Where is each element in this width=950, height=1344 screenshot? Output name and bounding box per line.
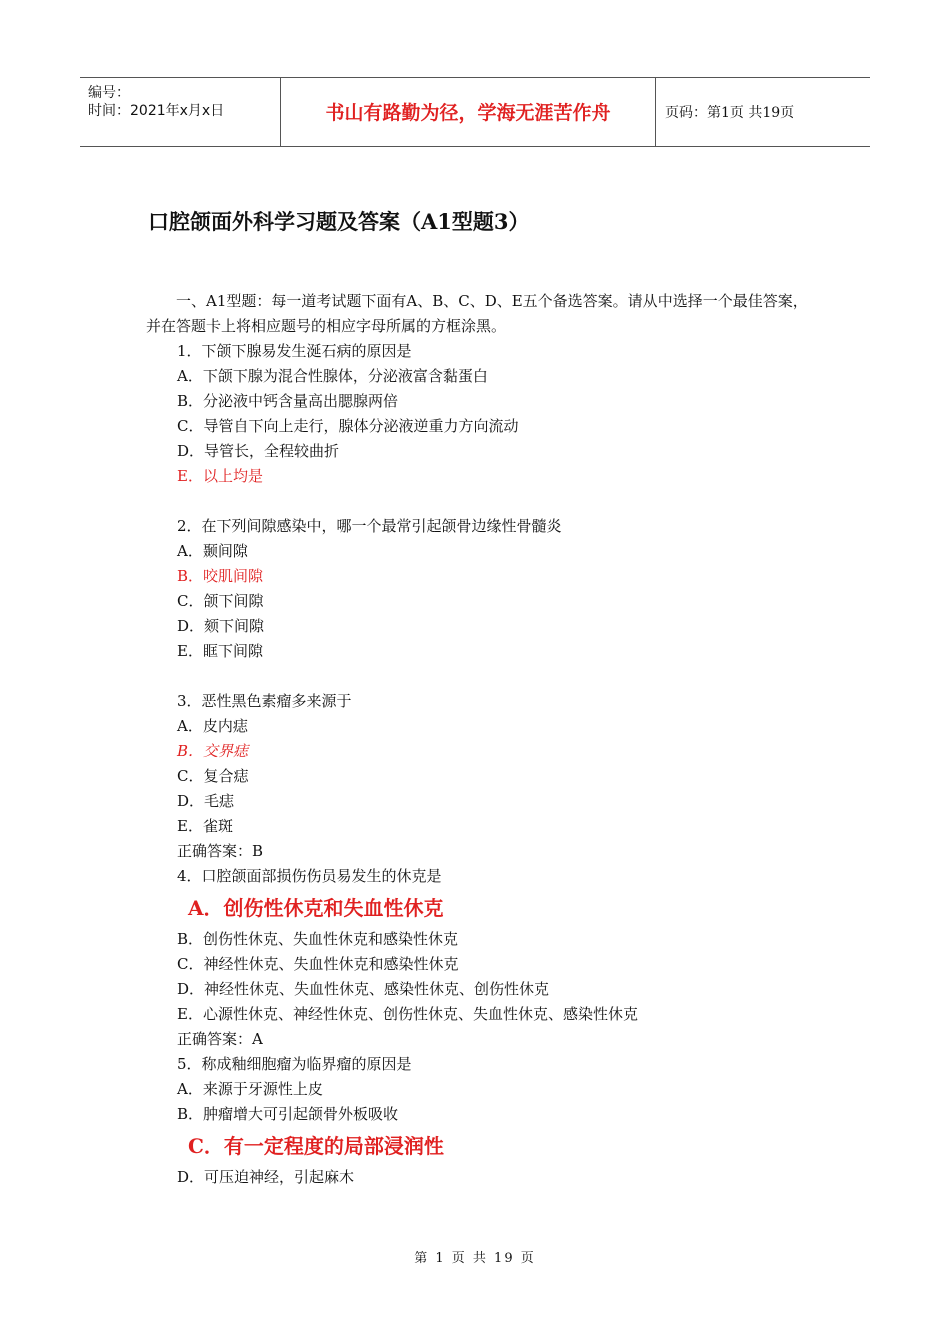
question-4-option-d: D．神经性休克、失血性休克、感染性休克、创伤性休克: [177, 980, 550, 998]
question-4-option-b: B．创伤性休克、失血性休克和感染性休克: [177, 930, 459, 948]
page-footer: 第 1 页 共 19 页: [414, 1251, 536, 1266]
question-1-option-e-correct: E．以上均是: [177, 467, 263, 485]
question-1-option-c: C．导管自下向上走行，腺体分泌液逆重力方向流动: [177, 417, 519, 435]
header-time: 时间：2021年x月x日: [88, 103, 225, 119]
page-header: [80, 77, 870, 147]
question-1-option-d: D．导管长，全程较曲折: [177, 442, 340, 460]
header-info-cell: [80, 78, 280, 146]
question-2-stem: 2．在下列间隙感染中，哪一个最常引起颌骨边缘性骨髓炎: [177, 517, 562, 535]
question-2-option-c: C．颌下间隙: [177, 592, 264, 610]
question-2-option-a: A．颞间隙: [177, 542, 248, 560]
question-4-option-a-correct: A．创伤性休克和失血性休克: [188, 896, 444, 920]
question-4-option-c: C．神经性休克、失血性休克和感染性休克: [177, 955, 459, 973]
header-page-cell: [655, 78, 870, 146]
question-3-option-a: A．皮内痣: [177, 717, 248, 735]
question-5-option-d: D．可压迫神经，引起麻木: [177, 1168, 355, 1186]
question-1-option-b: B．分泌液中钙含量高出腮腺两倍: [177, 392, 399, 410]
instructions-paragraph: 一、A1型题：每一道考试题下面有A、B、C、D、E五个备选答案。请从中选择一个最佳答案，并在答题卡上将相应题号的相应字母所属的方框涂黑。: [146, 292, 808, 335]
document-title: 口腔颌面外科学习题及答案（A1型题3）: [148, 209, 530, 234]
header-motto: 书山有路勤为径，学海无涯苦作舟: [325, 102, 611, 124]
question-2-option-b-correct: B．咬肌间隙: [177, 567, 264, 585]
question-5-option-b: B．肿瘤增大可引起颌骨外板吸收: [177, 1105, 399, 1123]
question-3-answer: 正确答案：B: [177, 842, 264, 860]
spacer: [177, 489, 857, 514]
header-motto-cell: [280, 78, 656, 146]
question-5-option-c-correct: C．有一定程度的局部浸润性: [188, 1134, 444, 1158]
question-3-option-d: D．毛痣: [177, 792, 235, 810]
header-number: 编号：: [88, 85, 130, 101]
question-list: [177, 339, 857, 1190]
spacer: [177, 664, 857, 689]
question-3-stem: 3．恶性黑色素瘤多来源于: [177, 692, 352, 710]
question-2-option-e: E．眶下间隙: [177, 642, 263, 660]
question-5-option-a: A．来源于牙源性上皮: [177, 1080, 323, 1098]
question-4-option-e: E．心源性休克、神经性休克、创伤性休克、失血性休克、感染性休克: [177, 1005, 638, 1023]
header-page-info: 页码：第1页 共19页: [665, 105, 795, 121]
question-5-stem: 5．称成釉细胞瘤为临界瘤的原因是: [177, 1055, 412, 1073]
question-4-answer: 正确答案：A: [177, 1030, 263, 1048]
question-3-option-b-correct: B．交界痣: [177, 742, 249, 760]
question-4-stem: 4．口腔颌面部损伤伤员易发生的休克是: [177, 867, 442, 885]
question-3-option-e: E．雀斑: [177, 817, 233, 835]
question-2-option-d: D．颏下间隙: [177, 617, 265, 635]
question-3-option-c: C．复合痣: [177, 767, 249, 785]
question-1-stem: 1．下颌下腺易发生涎石病的原因是: [177, 342, 412, 360]
question-1-option-a: A．下颌下腺为混合性腺体，分泌液富含黏蛋白: [177, 367, 488, 385]
